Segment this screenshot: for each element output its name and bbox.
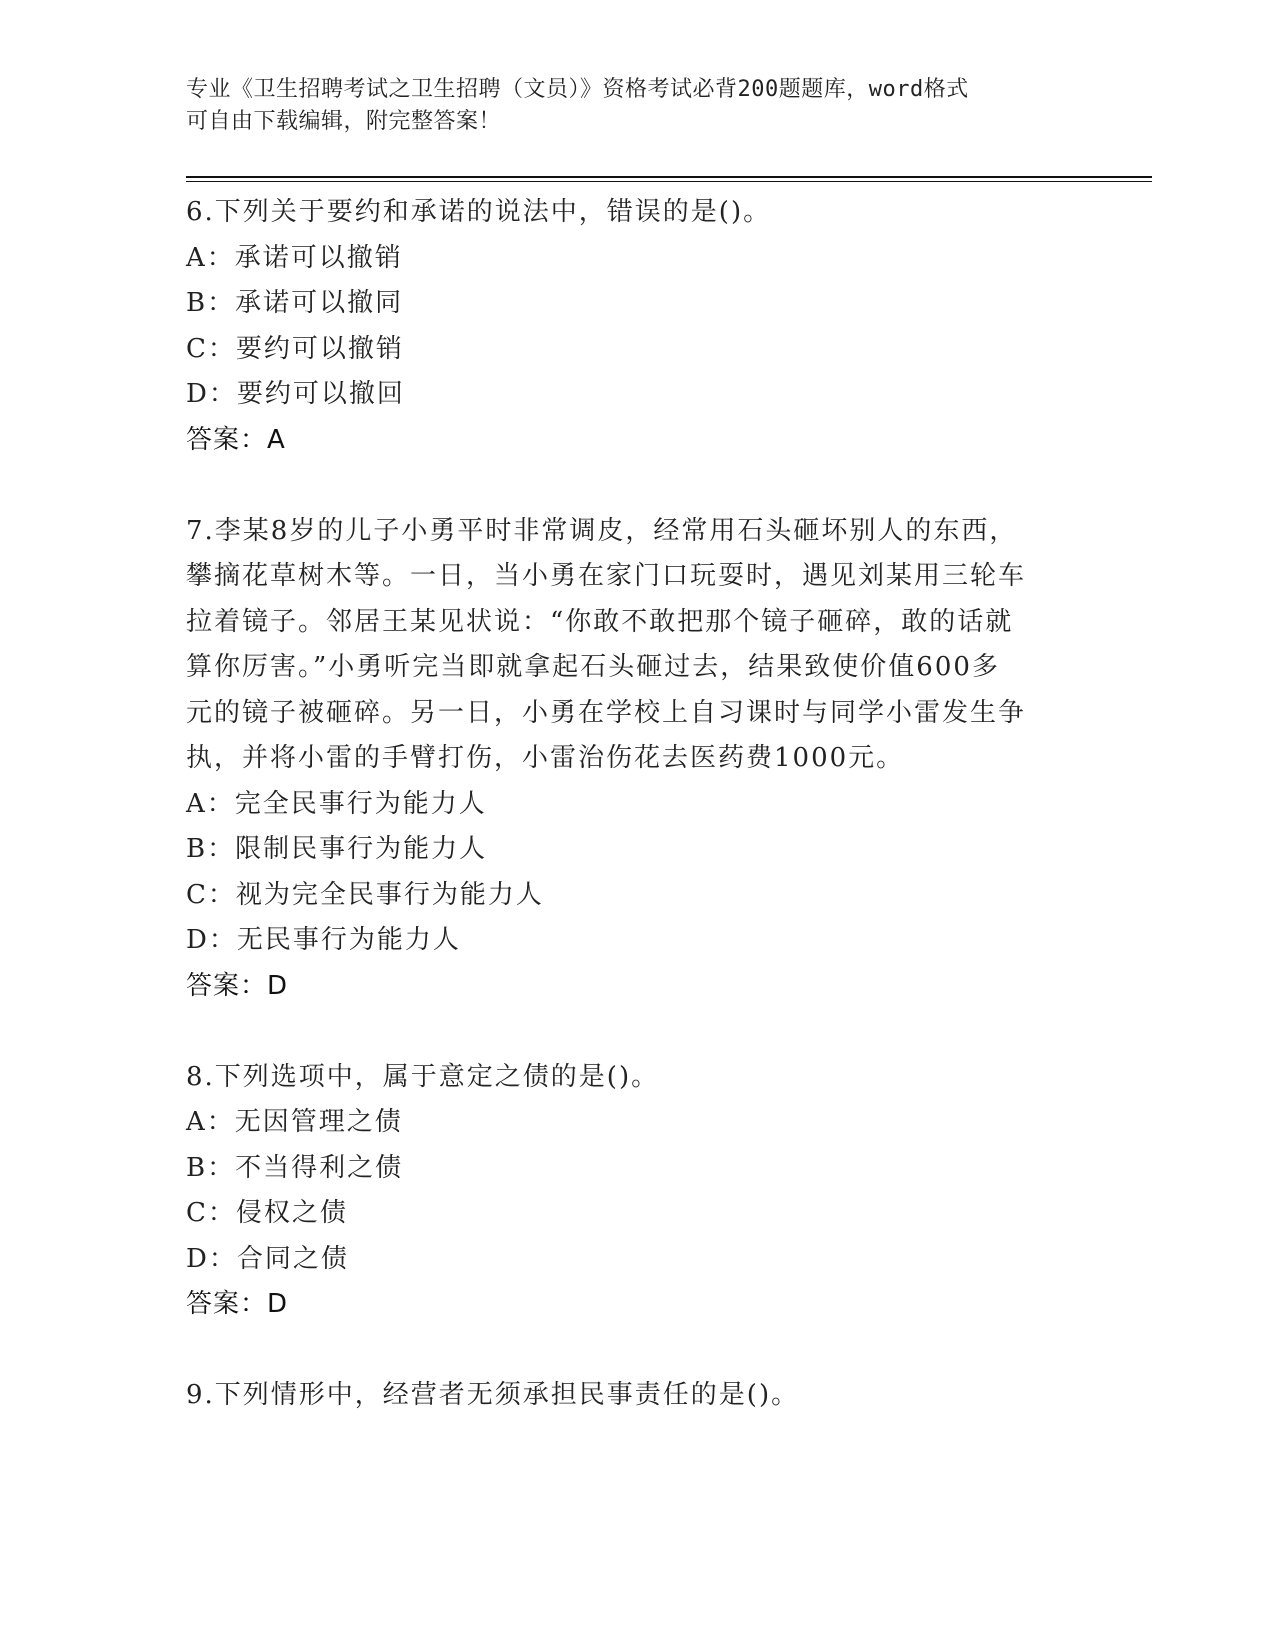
- header-title-line-2: 可自由下载编辑，附完整答案！: [186, 109, 502, 134]
- question-7-stem-line-2: 攀摘花草树木等。一日，当小勇在家门口玩耍时，遇见刘某用三轮车: [186, 561, 1027, 591]
- question-8: [186, 1055, 1066, 1328]
- question-8-option-b: B：不当得利之债: [186, 1152, 404, 1183]
- question-7-option-a: A：完全民事行为能力人: [186, 788, 487, 819]
- spacer: [186, 463, 1066, 509]
- question-9-stem: 9.下列情形中，经营者无须承担民事责任的是()。: [186, 1380, 800, 1410]
- question-7-option-c: C：视为完全民事行为能力人: [186, 879, 544, 910]
- question-6-answer: 答案：A: [186, 424, 286, 455]
- question-8-option-a: A：无因管理之债: [186, 1107, 403, 1137]
- question-7: [186, 509, 1066, 1010]
- document-header: [186, 74, 1066, 138]
- question-7-stem-line-6: 执，并将小雷的手臂打伤，小雷治伤花去医药费1000元。: [186, 743, 905, 773]
- question-8-option-c: C：侵权之债: [186, 1198, 348, 1228]
- question-7-stem-line-3: 拉着镜子。邻居王某见状说：“你敢不敢把那个镜子砸碎，敢的话就: [186, 606, 1014, 637]
- spacer: [186, 1009, 1066, 1055]
- question-8-stem: 8.下列选项中，属于意定之债的是()。: [186, 1061, 660, 1092]
- question-7-option-d: D：无民事行为能力人: [186, 925, 461, 955]
- spacer: [186, 1328, 1066, 1374]
- question-list: [186, 190, 1066, 1419]
- question-6: [186, 190, 1066, 463]
- question-6-stem: 6.下列关于要约和承诺的说法中，错误的是()。: [186, 197, 772, 227]
- question-6-option-d: D：要约可以撤回: [186, 379, 405, 409]
- question-7-answer: 答案：D: [186, 970, 289, 1001]
- question-7-stem-line-5: 元的镜子被砸碎。另一日，小勇在学校上自习课时与同学小雷发生争: [186, 697, 1027, 728]
- header-divider-thick: [186, 176, 1152, 178]
- question-7-option-b: B：限制民事行为能力人: [186, 834, 488, 864]
- question-8-answer: 答案：D: [186, 1289, 289, 1319]
- question-6-option-b: B：承诺可以撤同: [186, 288, 404, 318]
- question-7-stem-line-1: 7.李某8岁的儿子小勇平时非常调皮，经常用石头砸坏别人的东西，: [186, 515, 1018, 546]
- header-divider-thin: [186, 181, 1152, 182]
- question-7-stem-line-4: 算你厉害。”小勇听完当即就拿起石头砸过去，结果致使价值600多: [186, 652, 1000, 682]
- question-8-option-d: D：合同之债: [186, 1243, 349, 1274]
- question-6-option-c: C：要约可以撤销: [186, 333, 404, 364]
- question-9: [186, 1373, 1066, 1419]
- question-6-option-a: A：承诺可以撤销: [186, 242, 403, 273]
- header-title-line-1: 专业《卫生招聘考试之卫生招聘（文员）》资格考试必背200题题库，word格式: [186, 77, 969, 102]
